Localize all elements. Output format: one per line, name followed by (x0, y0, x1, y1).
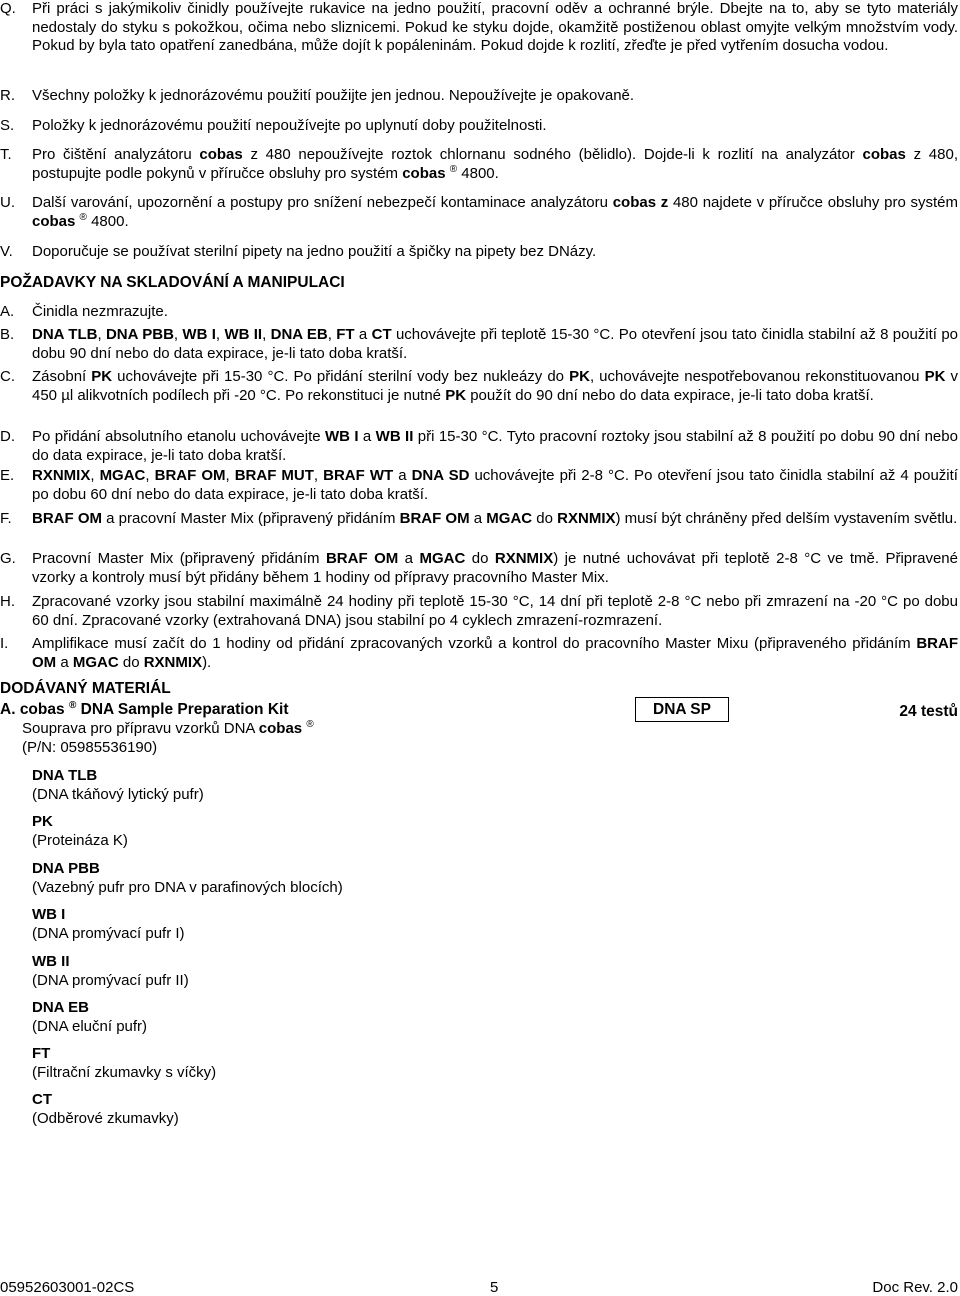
paragraph-text: Všechny položky k jednorázovému použití použijte jen jednou. Nepoužívejte je opakovaně. (32, 87, 635, 104)
storage-f (0, 510, 958, 529)
paragraph-text: Při práci s jakýmikoliv činidly používejte rukavice na jedno použití, pracovní oděv a ochranné brýle. Dbejte na to, aby se tyto materiály nedostaly do styku s pokožkou, očima nebo sliznicemi. Pokud ke styku dojde, okamžitě postiženou oblast omyjte velkým množstvím vody. Pokud by byla tato opatření zanedbána, může dojít k popáleninám. Pokud dojde k rozlití, zřeďte je před vytřením dosucha vodou. (32, 0, 958, 54)
paragraph-text: Zásobní PK uchovávejte při 15-30 °C. Po přidání sterilní vody bez nukleázy do PK, uchovávejte nespotřebovanou rekonstituovanou PK v 450 µl alikvotních podílech při -20 °C. Po rekonstituci je nutné PK použít do 90 dní nebo do data expirace, je-li tato doba kratší. (32, 368, 959, 404)
storage-h (0, 593, 958, 630)
paragraph-label: V. (0, 243, 13, 260)
paragraph-text: Další varování, upozornění a postupy pro snížení nebezpečí kontaminace analyzátoru cobas z 480 najdete v příručce obsluhy pro systém cobas ® 4800. (32, 194, 958, 230)
storage-i (0, 635, 958, 672)
paragraph-label: A. (0, 303, 15, 320)
paragraph-r (0, 87, 958, 106)
paragraph-label: R. (0, 87, 15, 104)
paragraph-label: C. (0, 368, 15, 385)
paragraph-label: E. (0, 467, 15, 484)
component-item: CT (Odběrové zkumavky) (32, 1091, 179, 1127)
paragraph-label: G. (0, 550, 16, 567)
paragraph-text: Pracovní Master Mix (připravený přidáním BRAF OM a MGAC do RXNMIX) je nutné uchovávat při teplotě 2-8 °C ve tmě. Připravené vzorky a kontroly musí být přidány během 1 hodiny od přípravy pracovního Master Mix. (32, 550, 958, 586)
kit-test-count: 24 testů (899, 703, 958, 720)
paragraph-text: RXNMIX, MGAC, BRAF OM, BRAF MUT, BRAF WT a DNA SD uchovávejte při 2-8 °C. Po otevření jsou tato činidla stabilní až 4 použití po dobu 60 dní nebo do data expirace, je-li tato doba kratší. (32, 467, 958, 503)
kit-title: A. cobas ® DNA Sample Preparation Kit (0, 699, 289, 718)
paragraph-s (0, 117, 958, 136)
storage-heading: POŽADAVKY NA SKLADOVÁNÍ A MANIPULACI (0, 274, 345, 291)
kit-code-box: DNA SP (635, 697, 729, 722)
paragraph-text: Zpracované vzorky jsou stabilní maximálně 24 hodiny při teplotě 15-30 °C, 14 dní při teplotě 2-8 °C nebo při zmrazení na -20 °C po dobu 60 dní. Zpracované vzorky (extrahovaná DNA) jsou stabilní po 4 cyklech zmrazení-rozmrazení. (32, 593, 958, 629)
paragraph-text: Po přidání absolutního etanolu uchovávejte WB I a WB II při 15-30 °C. Tyto pracovní roztoky jsou stabilní až 8 použití po dobu 90 dní nebo do data expirace, je-li tato doba kratší. (32, 428, 958, 464)
paragraph-label: D. (0, 428, 15, 445)
paragraph-label: B. (0, 326, 15, 343)
component-item: FT (Filtrační zkumavky s víčky) (32, 1045, 217, 1081)
component-item: WB II (DNA promývací pufr II) (32, 953, 189, 989)
paragraph-text: DNA TLB, DNA PBB, WB I, WB II, DNA EB, FT a CT uchovávejte při teplotě 15-30 °C. Po otevření jsou tato činidla stabilní až 8 použití po dobu 90 dní nebo do data expirace, je-li tato doba kratší. (32, 326, 959, 362)
paragraph-label: F. (0, 510, 12, 527)
component-item: DNA PBB (Vazebný pufr pro DNA v parafinových blocích) (32, 860, 343, 896)
paragraph-text: Doporučuje se používat sterilní pipety na jedno použití a špičky na pipety bez DNázy. (32, 243, 597, 260)
component-item: PK (Proteináza K) (32, 813, 128, 849)
storage-d (0, 428, 958, 465)
storage-c (0, 368, 958, 405)
paragraph-u (0, 194, 958, 231)
paragraph-text: Činidla nezmrazujte. (32, 303, 168, 320)
paragraph-label: Q. (0, 0, 16, 17)
paragraph-label: U. (0, 194, 15, 211)
paragraph-t (0, 146, 958, 183)
footer-page-number: 5 (490, 1279, 499, 1296)
paragraph-label: T. (0, 146, 12, 163)
footer-doc-number: 05952603001-02CS (0, 1279, 135, 1296)
paragraph-text: Položky k jednorázovému použití nepoužívejte po uplynutí doby použitelnosti. (32, 117, 547, 134)
paragraph-text: Amplifikace musí začít do 1 hodiny od přidání zpracovaných vzorků a kontrol do pracovního Master Mixu (připraveného přidáním BRAF OM a MGAC do RXNMIX). (32, 635, 958, 671)
storage-g (0, 550, 958, 587)
component-item: WB I (DNA promývací pufr I) (32, 906, 185, 942)
footer-revision: Doc Rev. 2.0 (872, 1279, 958, 1296)
paragraph-label: I. (0, 635, 9, 652)
kit-part-number: (P/N: 05985536190) (22, 739, 158, 756)
kit-subtitle: Souprava pro přípravu vzorků DNA cobas ® (22, 719, 314, 737)
materials-heading: DODÁVANÝ MATERIÁL (0, 680, 171, 697)
component-item: DNA EB (DNA eluční pufr) (32, 999, 148, 1035)
paragraph-text: Pro čištění analyzátoru cobas z 480 nepoužívejte roztok chlornanu sodného (bělidlo). Dojde-li k rozlití na analyzátor cobas z 480, postupujte podle pokynů v příručce obsluhy pro systém cobas ® 4800. (32, 146, 958, 182)
storage-b (0, 326, 958, 363)
paragraph-text: BRAF OM a pracovní Master Mix (připravený přidáním BRAF OM a MGAC do RXNMIX) musí být chráněny před delším vystavením světlu. (32, 510, 958, 527)
storage-e (0, 467, 958, 504)
component-item: DNA TLB (DNA tkáňový lytický pufr) (32, 767, 204, 803)
paragraph-label: H. (0, 593, 15, 610)
paragraph-label: S. (0, 117, 15, 134)
paragraph-v (0, 243, 958, 262)
paragraph-q (0, 0, 958, 56)
storage-a (0, 303, 958, 322)
